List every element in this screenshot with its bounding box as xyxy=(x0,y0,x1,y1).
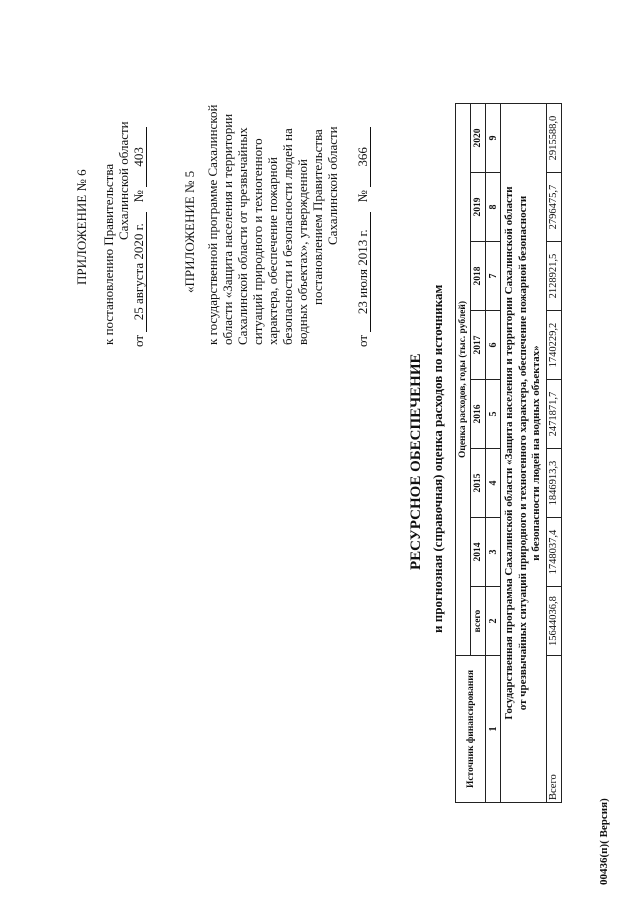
program-title-line: Государственная программа Сахалинской области «Защита населения и территории Сахалинской области xyxy=(503,186,515,720)
col-source-header: Источник финансирования xyxy=(456,656,486,803)
col-number: 7 xyxy=(486,242,501,311)
col-year-header: 2019 xyxy=(471,173,486,242)
table-number-row xyxy=(486,104,501,803)
appendix-number: 403 xyxy=(131,127,147,187)
col-year-header: 2018 xyxy=(471,242,486,311)
program-title-line: и безопасности людей на водных объектах» xyxy=(530,345,542,561)
appendix5-date-line xyxy=(355,127,371,347)
col-number: 4 xyxy=(486,449,501,518)
col-year-header: 2014 xyxy=(471,518,486,587)
col-number: 6 xyxy=(486,311,501,380)
program-title-line: от чрезвычайных ситуаций природного и техногенного характера, обеспечение пожарной безопасности xyxy=(516,195,529,711)
appendix5-line: Сахалинской области xyxy=(325,126,340,245)
col-total-header: всего xyxy=(471,587,486,656)
row-value: 2796475,7 xyxy=(546,173,561,242)
appendix5-num-label: № xyxy=(355,190,370,203)
appendix5-line: безопасности и безопасности людей на xyxy=(280,128,295,345)
appendix5-text xyxy=(205,5,340,345)
row-value: 2915588,0 xyxy=(546,104,561,173)
appendix-date-line xyxy=(131,127,147,347)
col-estimate-header: Оценка расходов, годы (тыс. рублей) xyxy=(456,104,471,656)
appendix5-from-label: от xyxy=(355,334,370,347)
appendix-date: 25 августа 2020 г. xyxy=(131,212,147,332)
row-value: 15644036,8 xyxy=(546,587,561,656)
col-year-header: 2016 xyxy=(471,380,486,449)
appendix-num-label: № xyxy=(131,190,146,203)
col-number: 2 xyxy=(486,587,501,656)
appendix5-date: 23 июля 2013 г. xyxy=(355,212,371,332)
footer-code: 00436(п)( Версия) xyxy=(598,798,610,885)
program-title xyxy=(501,104,547,803)
row-value: 1846913,3 xyxy=(546,449,561,518)
heading-title: РЕСУРСНОЕ ОБЕСПЕЧЕНИЕ xyxy=(408,353,424,570)
appendix-line2: Сахалинской области xyxy=(116,121,131,240)
row-value: 1748037,4 xyxy=(546,518,561,587)
table-row xyxy=(546,104,561,803)
col-number: 3 xyxy=(486,518,501,587)
col-year-header: 2015 xyxy=(471,449,486,518)
appendix5-line: к государственной программе Сахалинской xyxy=(205,104,220,345)
resource-table xyxy=(455,103,562,803)
appendix5-title: «ПРИЛОЖЕНИЕ № 5 xyxy=(182,170,197,293)
col-year-header: 2020 xyxy=(471,104,486,173)
row-value: 2128921,5 xyxy=(546,242,561,311)
table-header-row xyxy=(456,104,471,803)
appendix5-line: постановлением Правительства xyxy=(310,129,325,305)
appendix-line1: к постановлению Правительства xyxy=(101,163,116,345)
col-number: 9 xyxy=(486,104,501,173)
col-number: 8 xyxy=(486,173,501,242)
appendix5-line: характера, обеспечение пожарной xyxy=(265,157,280,345)
row-value: 2471871,7 xyxy=(546,380,561,449)
appendix5-line: Сахалинской области от чрезвычайных xyxy=(235,127,250,345)
appendix-title: ПРИЛОЖЕНИЕ № 6 xyxy=(74,169,89,285)
table-program-row xyxy=(501,104,547,803)
appendix5-line: ситуаций природного и техногенного xyxy=(250,138,265,345)
appendix5-line: водных объектах», утвержденной xyxy=(295,158,310,345)
appendix5-line: области «Защита населения и территории xyxy=(220,113,235,345)
heading-subtitle: и прогнозная (справочная) оценка расходов по источникам xyxy=(430,284,445,633)
row-source: Всего xyxy=(546,656,561,803)
appendix-from-label: от xyxy=(131,334,146,347)
col-number: 5 xyxy=(486,380,501,449)
appendix5-number: 366 xyxy=(355,127,371,187)
col-number: 1 xyxy=(486,656,501,803)
row-value: 1740229,2 xyxy=(546,311,561,380)
col-year-header: 2017 xyxy=(471,311,486,380)
